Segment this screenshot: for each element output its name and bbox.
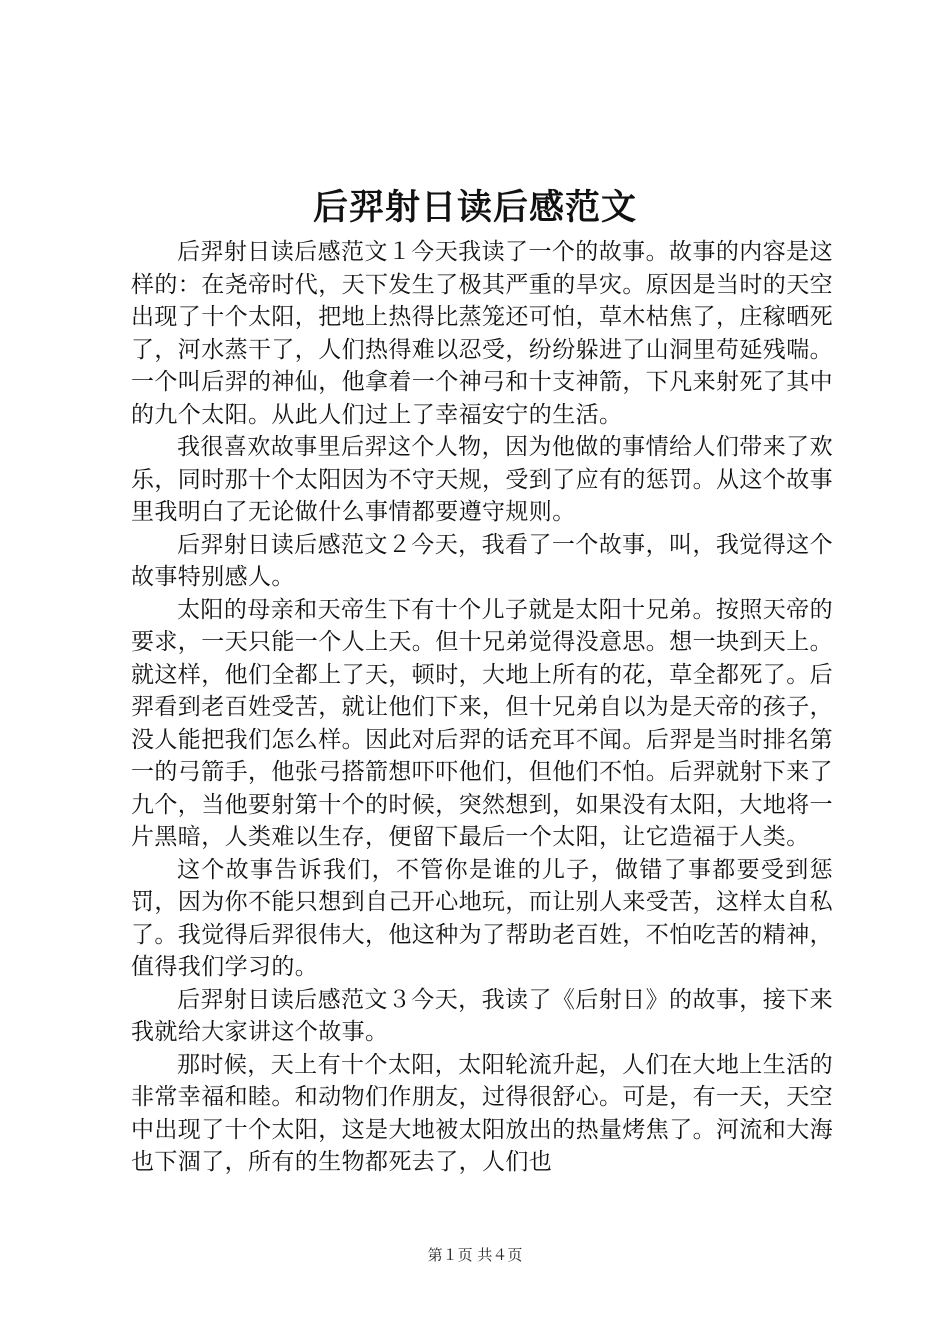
page-number-footer: 第１页 共４页 <box>427 1246 523 1264</box>
paragraph: 我很喜欢故事里后羿这个人物，因为他做的事情给人们带来了欢乐，同时那十个太阳因为不守天规，受到了应有的惩罚。从这个故事里我明白了无论做什么事情都要遵守规则。 <box>131 434 833 525</box>
document-title: 后羿射日读后感范文 <box>312 187 637 228</box>
paragraph: 后羿射日读后感范文３今天，我读了《后射日》的故事，接下来我就给大家讲这个故事。 <box>131 986 833 1045</box>
paragraph: 后羿射日读后感范文１今天我读了一个的故事。故事的内容是这样的：在尧帝时代，天下发生了极其严重的旱灾。原因是当时的天空出现了十个太阳，把地上热得比蒸笼还可怕，草木枯焦了，庄稼晒死了，河水蒸干了，人们热得难以忍受，纷纷躲进了山洞里苟延残喘。一个叫后羿的神仙，他拿着一个神弓和十支神箭，下凡来射死了其中的九个太阳。从此人们过上了幸福安宁的生活。 <box>131 239 833 428</box>
paragraph: 后羿射日读后感范文２今天，我看了一个故事，叫，我觉得这个故事特别感人。 <box>131 531 833 590</box>
paragraph: 太阳的母亲和天帝生下有十个儿子就是太阳十兄弟。按照天帝的要求，一天只能一个人上天。但十兄弟觉得没意思。想一块到天上。就这样，他们全都上了天，顿时，大地上所有的花，草全都死了。后羿看到老百姓受苦，就让他们下来，但十兄弟自以为是天帝的孩子，没人能把我们怎么样。因此对后羿的话充耳不闻。后羿是当时排名第一的弓箭手，他张弓搭箭想吓吓他们，但他们不怕。后羿就射下来了九个，当他要射第十个的时候，突然想到，如果没有太阳，大地将一片黑暗，人类难以生存，便留下最后一个太阳，让它造福于人类。 <box>131 596 833 850</box>
document-body <box>131 236 833 1179</box>
paragraph: 那时候，天上有十个太阳，太阳轮流升起，人们在大地上生活的非常幸福和睦。和动物们作朋友，过得很舒心。可是，有一天，天空中出现了十个太阳，这是大地被太阳放出的热量烤焦了。河流和大海也下涸了，所有的生物都死去了，人们也 <box>131 1051 833 1175</box>
paragraph: 这个故事告诉我们，不管你是谁的儿子，做错了事都要受到惩罚，因为你不能只想到自己开心地玩，而让别人来受苦，这样太自私了。我觉得后羿很伟大，他这种为了帮助老百姓，不怕吃苦的精神，值得我们学习的。 <box>131 856 833 980</box>
